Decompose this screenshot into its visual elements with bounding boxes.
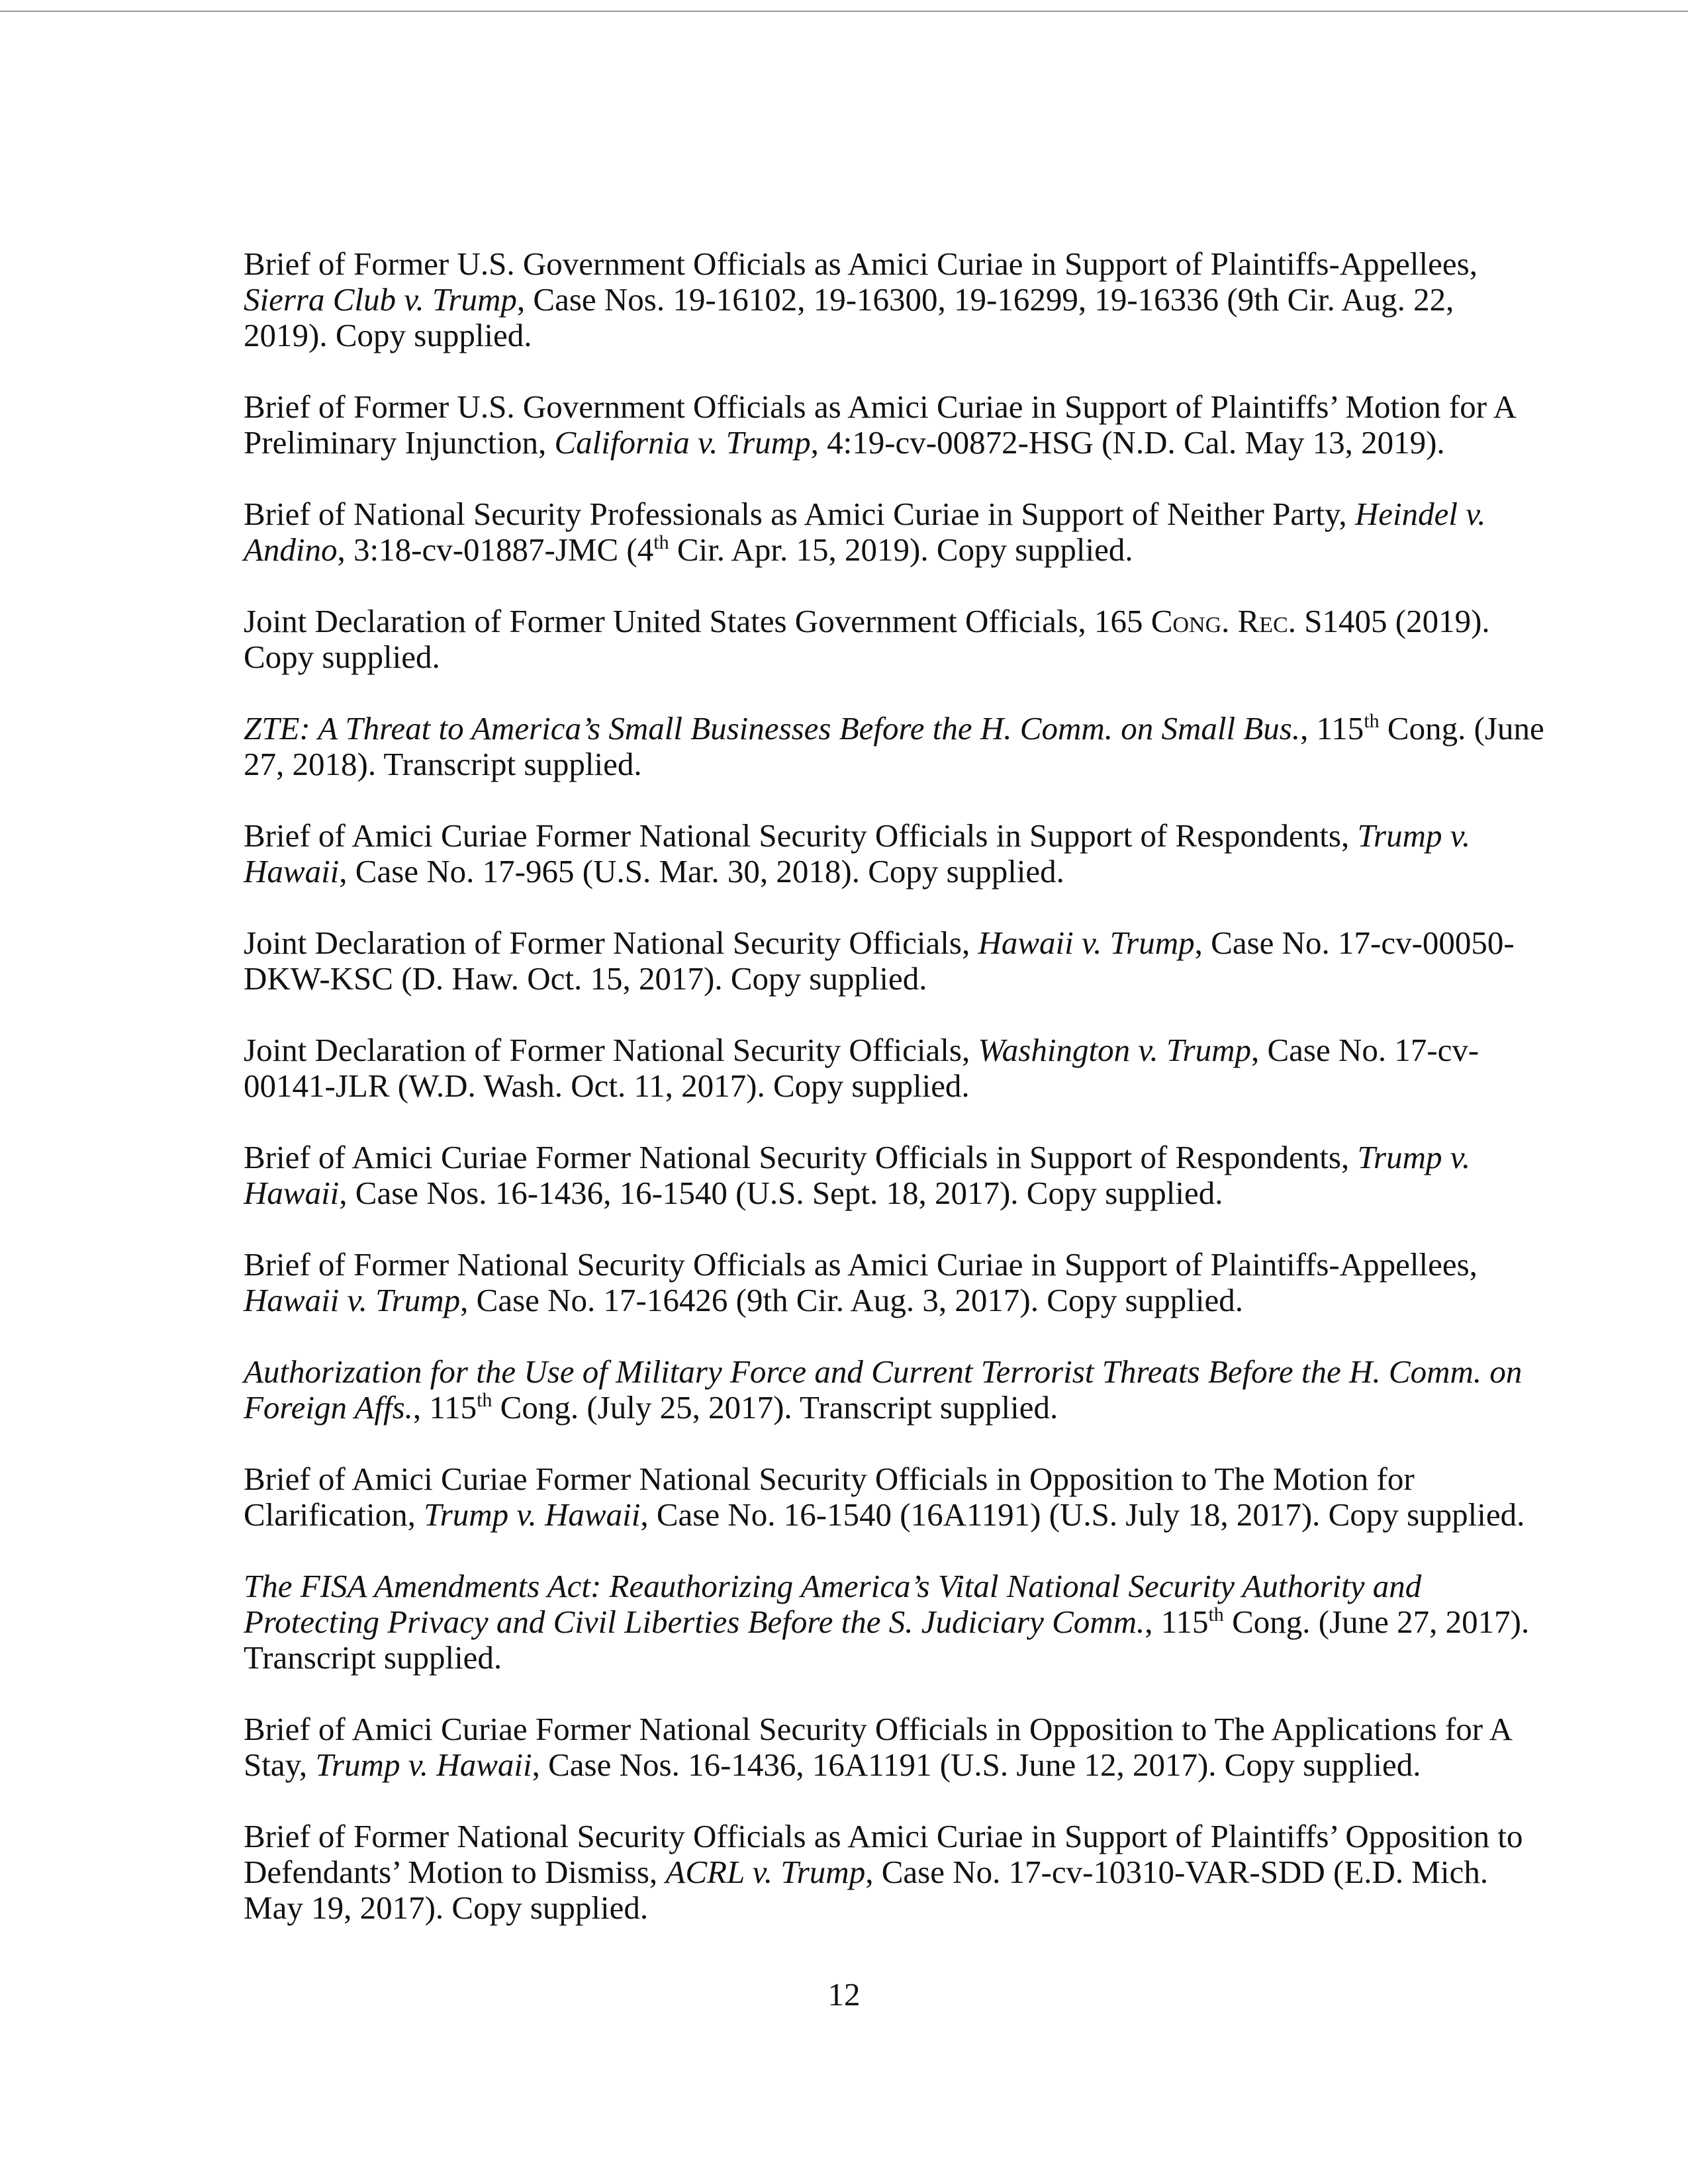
citation-entry bbox=[244, 1354, 1544, 1426]
citation-text: , Case Nos. 16-1436, 16A1191 (U.S. June 12, 2017). Copy supplied. bbox=[532, 1747, 1421, 1783]
citation-title-italic: Trump v. Hawaii bbox=[315, 1747, 532, 1783]
citation-entry bbox=[244, 1569, 1544, 1676]
citation-entry bbox=[244, 246, 1544, 353]
citation-title-italic: The FISA Amendments Act: Reauthorizing America’s Vital National Security Authority and Protecting Privacy and Civil Liberties Before the S. Judiciary Comm. bbox=[244, 1568, 1422, 1640]
citation-text: Joint Declaration of Former National Security Officials, bbox=[244, 1032, 978, 1068]
citation-list bbox=[244, 246, 1544, 1962]
citation-entry bbox=[244, 604, 1544, 675]
citation-title-italic: California v. Trump bbox=[554, 424, 811, 461]
citation-entry bbox=[244, 818, 1544, 889]
citation-title-italic: Sierra Club v. Trump bbox=[244, 281, 517, 318]
ordinal-superscript: th bbox=[477, 1389, 492, 1411]
citation-title-italic: Trump v. Hawaii bbox=[424, 1496, 641, 1533]
citation-title-italic: ZTE: A Threat to America’s Small Businesses Before the H. Comm. on Small Bus. bbox=[244, 710, 1301, 747]
citation-text: , 115 bbox=[1300, 710, 1364, 747]
citation-text: , Case No. 17-cv-00050-DKW-KSC (D. Haw. Oct. 15, 2017). Copy supplied. bbox=[244, 925, 1515, 997]
ordinal-superscript: th bbox=[1364, 710, 1380, 732]
citation-text: , Case No. 17-cv-00141-JLR (W.D. Wash. Oct. 11, 2017). Copy supplied. bbox=[244, 1032, 1479, 1104]
citation-entry bbox=[244, 1032, 1544, 1104]
citation-text: , Case No. 16-1540 (16A1191) (U.S. July 18, 2017). Copy supplied. bbox=[640, 1496, 1525, 1533]
citation-text: Brief of Former National Security Officials as Amici Curiae in Support of Plaintiffs’ Opposition to Defendants’ Motion to Dismiss, bbox=[244, 1818, 1523, 1890]
citation-text: Joint Declaration of Former United States Government Officials, 165 bbox=[244, 603, 1151, 639]
citation-text: S1405 (2019). Copy supplied. bbox=[244, 603, 1490, 675]
citation-title-italic: Washington v. Trump bbox=[978, 1032, 1251, 1068]
citation-title-italic: Hawaii v. Trump bbox=[244, 1282, 461, 1318]
citation-entry bbox=[244, 711, 1544, 782]
citation-title-italic: Trump v. Hawaii bbox=[244, 817, 1471, 889]
citation-entry bbox=[244, 496, 1544, 568]
citation-text: Brief of Amici Curiae Former National Security Officials in Opposition to The Motion for Clarification, bbox=[244, 1461, 1415, 1533]
citation-text: Joint Declaration of Former National Security Officials, bbox=[244, 925, 978, 961]
citation-title-italic: Hawaii v. Trump bbox=[978, 925, 1195, 961]
citation-title-italic: Trump v. Hawaii bbox=[244, 1139, 1471, 1211]
citation-text: , 115 bbox=[1145, 1604, 1209, 1640]
citation-text: , Case No. 17-cv-10310-VAR-SDD (E.D. Mich. May 19, 2017). Copy supplied. bbox=[244, 1854, 1489, 1926]
citation-text: Brief of Former U.S. Government Officials as Amici Curiae in Support of Plaintiffs-Appellees, bbox=[244, 246, 1477, 282]
citation-text: , Case No. 17-16426 (9th Cir. Aug. 3, 2017). Copy supplied. bbox=[460, 1282, 1243, 1318]
citation-text: , 115 bbox=[412, 1389, 477, 1426]
citation-text: , Case Nos. 16-1436, 16-1540 (U.S. Sept. 18, 2017). Copy supplied. bbox=[339, 1175, 1223, 1211]
citation-entry bbox=[244, 1461, 1544, 1533]
citation-text: Brief of Amici Curiae Former National Security Officials in Opposition to The Applications for A Stay, bbox=[244, 1711, 1511, 1783]
top-rule bbox=[0, 11, 1688, 12]
citation-text: , Case No. 17-965 (U.S. Mar. 30, 2018). Copy supplied. bbox=[339, 853, 1064, 889]
citation-text: Brief of Former National Security Officials as Amici Curiae in Support of Plaintiffs-Appellees, bbox=[244, 1246, 1477, 1283]
citation-text: Brief of Amici Curiae Former National Security Officials in Support of Respondents, bbox=[244, 817, 1358, 854]
citation-entry bbox=[244, 925, 1544, 997]
citation-entry bbox=[244, 1140, 1544, 1211]
citation-text: , 3:18-cv-01887-JMC (4 bbox=[337, 531, 654, 568]
citation-text: Cir. Apr. 15, 2019). Copy supplied. bbox=[669, 531, 1133, 568]
citation-title-italic: ACRL v. Trump bbox=[665, 1854, 866, 1890]
citation-text: Brief of Former U.S. Government Officials as Amici Curiae in Support of Plaintiffs’ Motion for A Preliminary Injunction, bbox=[244, 388, 1515, 461]
ordinal-superscript: th bbox=[653, 531, 669, 553]
citation-text: Brief of Amici Curiae Former National Security Officials in Support of Respondents, bbox=[244, 1139, 1358, 1175]
citation-text: Cong. Rec. bbox=[1150, 603, 1297, 639]
citation-text: Cong. (June 27, 2018). Transcript supplied. bbox=[244, 710, 1544, 782]
citation-entry bbox=[244, 1247, 1544, 1318]
page-number: 12 bbox=[827, 1976, 861, 2013]
citation-text: Cong. (July 25, 2017). Transcript supplied. bbox=[492, 1389, 1058, 1426]
citation-text: Cong. (June 27, 2017). Transcript supplied. bbox=[244, 1604, 1530, 1676]
citation-text: , 4:19-cv-00872-HSG (N.D. Cal. May 13, 2019). bbox=[810, 424, 1445, 461]
citation-text: Brief of National Security Professionals as Amici Curiae in Support of Neither Party, bbox=[244, 496, 1355, 532]
citation-entry bbox=[244, 389, 1544, 461]
citation-entry bbox=[244, 1819, 1544, 1926]
ordinal-superscript: th bbox=[1208, 1604, 1224, 1625]
citation-title-italic: Heindel v. Andino bbox=[244, 496, 1486, 568]
citation-entry bbox=[244, 1711, 1544, 1783]
citation-text: , Case Nos. 19-16102, 19-16300, 19-16299, 19-16336 (9th Cir. Aug. 22, 2019). Copy supplied. bbox=[244, 281, 1454, 353]
citation-title-italic: Authorization for the Use of Military Force and Current Terrorist Threats Before the H. Comm. on Foreign Affs. bbox=[244, 1353, 1523, 1426]
